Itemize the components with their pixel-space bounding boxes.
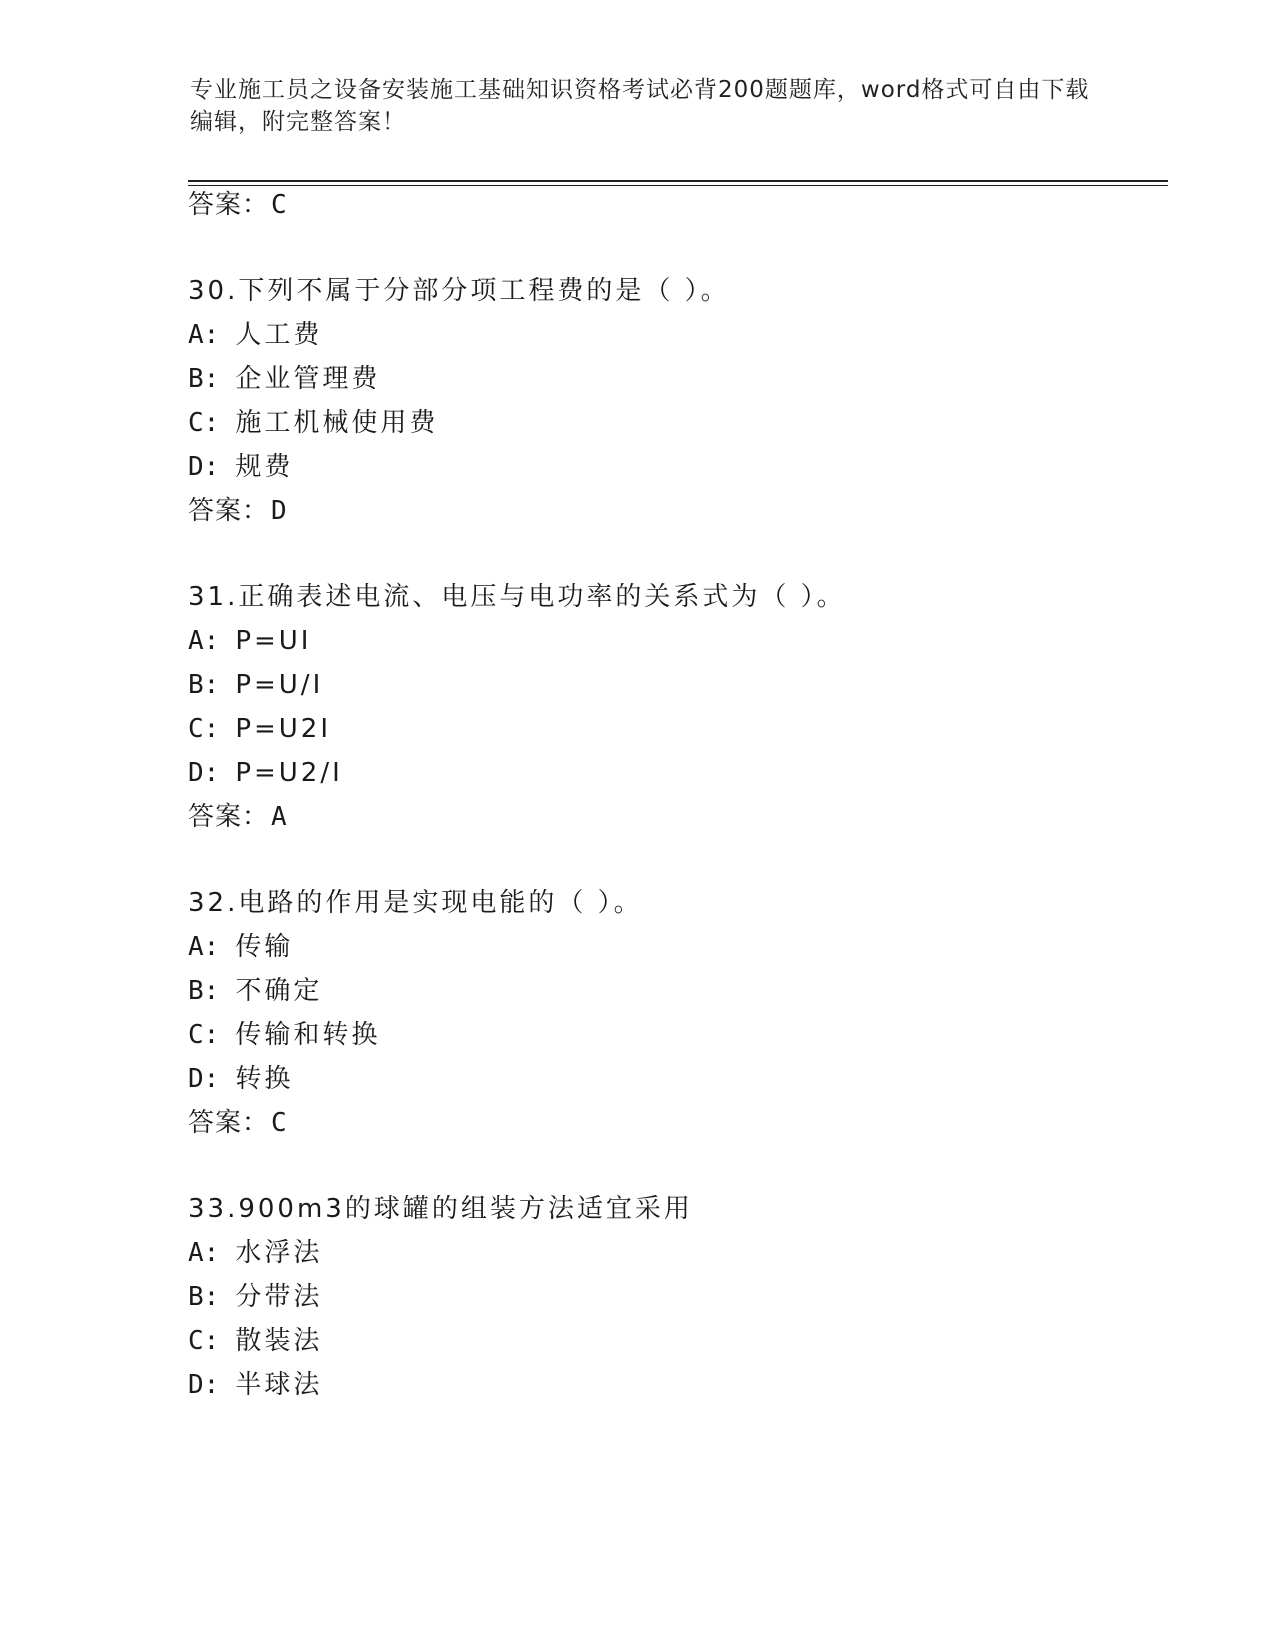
answer-label: 答案： bbox=[188, 496, 270, 526]
option-line bbox=[188, 1324, 322, 1358]
option-text: 水浮法 bbox=[235, 1238, 323, 1268]
option-text: P=U2/I bbox=[235, 758, 343, 788]
header-divider-thick bbox=[188, 180, 1168, 182]
option-text: 企业管理费 bbox=[235, 364, 381, 394]
option-letter: D: bbox=[188, 758, 220, 788]
option-text: 分带法 bbox=[235, 1282, 323, 1312]
option-line bbox=[188, 406, 438, 440]
option-text: P=UI bbox=[235, 626, 312, 656]
option-line bbox=[188, 450, 293, 484]
option-text: 规费 bbox=[235, 452, 294, 482]
option-line bbox=[188, 974, 322, 1008]
option-text: 半球法 bbox=[235, 1370, 323, 1400]
option-line bbox=[188, 362, 380, 396]
option-text: 不确定 bbox=[235, 976, 323, 1006]
option-letter: B: bbox=[188, 364, 220, 394]
option-text: 人工费 bbox=[235, 320, 323, 350]
option-letter: B: bbox=[188, 976, 220, 1006]
option-line bbox=[188, 318, 322, 352]
option-letter: A: bbox=[188, 320, 220, 350]
answer-label: 答案： bbox=[188, 190, 270, 220]
option-line bbox=[188, 1018, 380, 1052]
answer-label: 答案： bbox=[188, 802, 270, 832]
option-text: P=U/I bbox=[235, 670, 324, 700]
option-line bbox=[188, 712, 331, 746]
option-letter: A: bbox=[188, 1238, 220, 1268]
option-text: 传输和转换 bbox=[235, 1020, 381, 1050]
question-stem: 32.电路的作用是实现电能的（ ）。 bbox=[188, 888, 643, 918]
answer-line bbox=[188, 188, 288, 222]
option-text: 施工机械使用费 bbox=[235, 408, 439, 438]
question-stem: 33.900m3的球罐的组装方法适宜采用 bbox=[188, 1194, 693, 1224]
option-letter: D: bbox=[188, 1370, 220, 1400]
option-letter: C: bbox=[188, 1326, 220, 1356]
option-letter: D: bbox=[188, 1064, 220, 1094]
option-letter: A: bbox=[188, 932, 220, 962]
option-letter: A: bbox=[188, 626, 220, 656]
answer-value: C bbox=[271, 190, 288, 220]
question-stem: 31.正确表述电流、电压与电功率的关系式为（ ）。 bbox=[188, 582, 846, 612]
answer-line bbox=[188, 494, 288, 528]
answer-value: D bbox=[271, 496, 288, 526]
option-letter: C: bbox=[188, 408, 220, 438]
option-letter: C: bbox=[188, 1020, 220, 1050]
option-line bbox=[188, 756, 343, 790]
option-letter: B: bbox=[188, 1282, 220, 1312]
option-line bbox=[188, 930, 293, 964]
option-line bbox=[188, 668, 323, 702]
option-text: 传输 bbox=[235, 932, 294, 962]
answer-line bbox=[188, 1106, 288, 1140]
question-stem: 30.下列不属于分部分项工程费的是（ ）。 bbox=[188, 276, 730, 306]
option-text: 转换 bbox=[235, 1064, 294, 1094]
option-line bbox=[188, 1368, 322, 1402]
option-text: P=U2I bbox=[235, 714, 332, 744]
answer-value: C bbox=[271, 1108, 288, 1138]
answer-line bbox=[188, 800, 288, 834]
answer-value: A bbox=[271, 802, 288, 832]
option-line bbox=[188, 1062, 293, 1096]
option-letter: B: bbox=[188, 670, 220, 700]
option-line bbox=[188, 624, 311, 658]
answer-label: 答案： bbox=[188, 1108, 270, 1138]
option-letter: C: bbox=[188, 714, 220, 744]
header-divider-thin bbox=[188, 185, 1168, 186]
option-text: 散装法 bbox=[235, 1326, 323, 1356]
option-line bbox=[188, 1280, 322, 1314]
page-header-text: 专业施工员之设备安装施工基础知识资格考试必背200题题库，word格式可自由下载编辑，附完整答案！ bbox=[190, 77, 1090, 135]
option-line bbox=[188, 1236, 322, 1270]
option-letter: D: bbox=[188, 452, 220, 482]
